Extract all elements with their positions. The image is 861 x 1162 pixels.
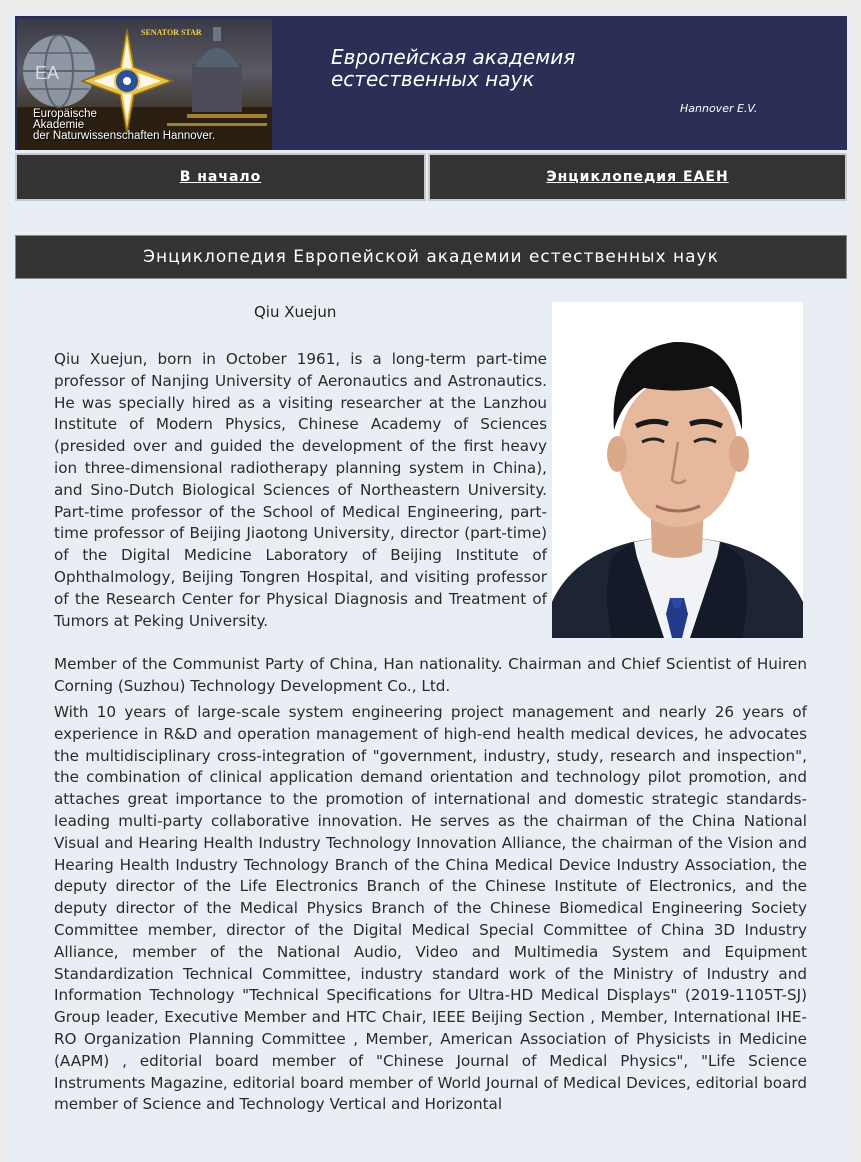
logo-line-2: Akademie [33,119,85,131]
nav-encyclopedia-label[interactable]: Энциклопедия ЕАЕН [546,169,729,185]
site-title-line-1: Европейская академия [331,45,576,69]
portrait-photo [552,302,803,638]
page [10,12,851,1162]
logo-star-text: SENATOR STAR [141,28,202,37]
section-banner [15,235,847,279]
academy-logo[interactable] [17,19,272,150]
logo-text [33,109,215,142]
site-header [15,16,847,150]
bio-paragraph-1: Qiu Xuejun, born in October 1961, is a long-term part-time professor of Nanjing University of Aeronautics and Astronautics. He was specially hired as a visiting researcher at the Lanzhou Institute of Modern Physics, Chinese Academy of Sciences (presided over and guided the development of the first heavy ion three-dimensional radiotherapy planning system in China), and Sino-Dutch Biological Sciences of Northeastern University. Part-time professor of the School of Medical Engineering, part-time professor of Beijing Jiaotong University, director (part-time) of the Digital Medicine Laboratory of Beijing Institute of Ophthalmology, Beijing Tongren Hospital, and visiting professor of the Research Center for Physical Diagnosis and Treatment of Tumors at Peking University. [54,350,547,630]
nav-home-label[interactable]: В начало [179,169,262,185]
nav-encyclopedia-button[interactable] [428,153,847,201]
logo-line-1: Europäische [33,108,97,120]
bio-paragraph-2: With 10 years of large-scale system engineering project management and nearly 26 years of experience in R&D and operation management of high-end health medical devices, he advocates the multidisciplinary cross-integration of "government, industry, study, research and inspection", the combination of clinical application demand orientation and technology pilot promotion, and attaches great importance to the promotion of international and domestic strategic standards-leading multi-party collaborative innovation. He serves as the chairman of the China National Visual and Hearing Health Industry Technology Innovation Alliance, the chairman of the Vision and Hearing Health Industry Technology Branch of the China Medical Device Industry Association, the deputy director of the Life Electronics Branch of the Chinese Institute of Electronics, and the deputy director of the Medical Physics Branch of the Chinese Biomedical Engineering Society Committee member, director of the Digital Medical Special Committee of China 3D Industry Alliance, member of the National Audio, Video and Multimedia System and Equipment Standardization Technical Committee, industry standard work of the Ministry of Industry and Information Technology "Technical Specifications for Ultra-HD Medical Displays" (2019-1105T-SJ) Group leader, Executive Member and HTC Chair, IEEE Beijing Section , Member, International IHE-RO Organization Planning Committee , Member, American Association of Physicists in Medicine (AAPM) , editorial board member of "Chinese Journal of Medical Physics", "Life Science Instruments Magazine, editorial board member of World Journal of Medical Devices, editorial board member of Science and Technology Vertical and Horizontal [54,703,807,1114]
portrait-image [552,302,803,638]
bio-paragraph-1-continued: Member of the Communist Party of China, Han nationality. Chairman and Chief Scientist of Huiren Corning (Suzhou) Technology Development Co., Ltd. [54,655,807,695]
svg-text:EA: EA [35,63,60,83]
site-title-line-2: естественных наук [331,67,535,91]
nav-home-button[interactable] [15,153,426,201]
site-title [331,46,575,90]
person-name: Qiu Xuejun [254,303,337,321]
site-subtitle: Hannover E.V. [680,102,758,115]
logo-line-3: der Naturwissenschaften Hannover. [33,130,216,142]
banner-text: Энциклопедия Европейской академии естественных наук [143,247,719,267]
